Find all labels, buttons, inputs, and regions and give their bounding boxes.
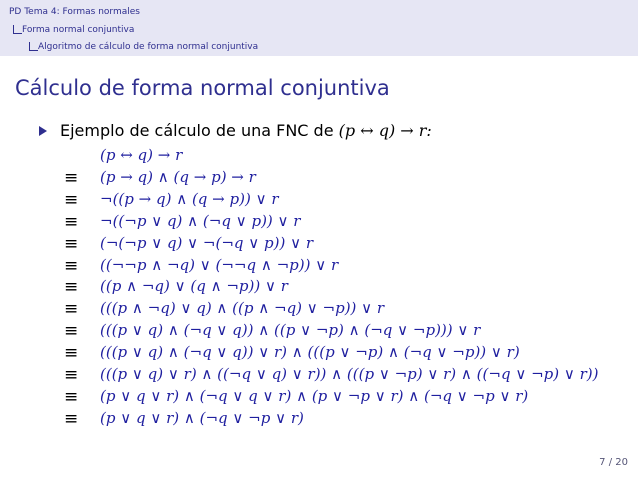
equivalence-symbol: ≡ [64,408,79,429]
triangle-bullet-icon [39,126,47,136]
equivalence-symbol: ≡ [64,167,79,188]
step-formula: (((p ∧ ¬q) ∨ q) ∧ ((p ∧ ¬q) ∨ ¬p)) ∨ r [100,299,385,318]
derivation-step [0,321,638,343]
derivation-step [0,409,638,431]
breadcrumb-header [0,0,638,56]
equivalence-symbol: ≡ [64,233,79,254]
step-formula: (p → q) ∧ (q → p) → r [100,167,256,186]
step-formula: (p ∨ q ∨ r) ∧ (¬q ∨ q ∨ r) ∧ (p ∨ ¬p ∨ r) ∧ (¬q ∨ ¬p ∨ r) [100,386,529,405]
derivation-step [0,365,638,387]
derivation-step [0,277,638,299]
step-formula: (p ∨ q ∨ r) ∧ (¬q ∨ ¬p ∨ r) [100,408,304,427]
breadcrumb-level-1[interactable]: PD Tema 4: Formas normales [9,7,140,17]
step-formula: (((p ∨ q) ∧ (¬q ∨ q)) ∨ r) ∧ (((p ∨ ¬p) ∧ (¬q ∨ ¬p)) ∨ r) [100,343,520,362]
intro-formula: (p ↔ q) → r: [338,121,432,140]
step-formula: (((p ∨ q) ∧ (¬q ∨ q)) ∧ ((p ∨ ¬p) ∧ (¬q ∨ ¬p))) ∨ r [100,321,481,340]
step-formula: ¬((p → q) ∧ (q → p)) ∨ r [100,189,279,208]
step-formula: ((¬¬p ∧ ¬q) ∨ (¬¬q ∧ ¬p)) ∨ r [100,255,339,274]
example-intro [60,121,432,140]
step-formula: (((p ∨ q) ∨ r) ∧ ((¬q ∨ q) ∨ r)) ∧ (((p ∨ ¬p) ∨ r) ∧ ((¬q ∨ ¬p) ∨ r)) [100,365,599,383]
derivation-step [0,234,638,256]
derivation-step [0,256,638,278]
slide-title: Cálculo de forma normal conjuntiva [15,76,390,100]
derivation-step [0,146,638,168]
breadcrumb-tree-connector-icon [13,25,22,34]
breadcrumb-level-3[interactable]: Algoritmo de cálculo de forma normal conjuntiva [38,42,259,52]
equivalence-symbol: ≡ [64,386,79,407]
derivation-step [0,387,638,409]
breadcrumb-level-2[interactable]: Forma normal conjuntiva [22,25,135,35]
derivation-step [0,343,638,365]
step-formula: (¬(¬p ∨ q) ∨ ¬(¬q ∨ p)) ∨ r [100,233,314,252]
equivalence-symbol: ≡ [64,211,79,232]
equivalence-symbol: ≡ [64,255,79,276]
step-formula: ((p ∧ ¬q) ∨ (q ∧ ¬p)) ∨ r [100,277,288,296]
derivation-step [0,190,638,212]
step-formula: ¬((¬p ∨ q) ∧ (¬q ∨ p)) ∨ r [100,211,301,230]
step-formula: (p ↔ q) → r [100,146,183,164]
derivation-step [0,299,638,321]
equivalence-symbol: ≡ [64,277,79,298]
breadcrumb-tree-connector-icon [29,42,38,51]
intro-text: Ejemplo de cálculo de una FNC de [60,121,334,140]
derivation-step [0,168,638,190]
equivalence-symbol: ≡ [64,321,79,342]
equivalence-symbol: ≡ [64,299,79,320]
equivalence-symbol: ≡ [64,365,79,385]
derivation-step [0,212,638,234]
equivalence-symbol: ≡ [64,343,79,364]
page-number: 7 / 20 [599,457,628,468]
equivalence-symbol: ≡ [64,189,79,210]
